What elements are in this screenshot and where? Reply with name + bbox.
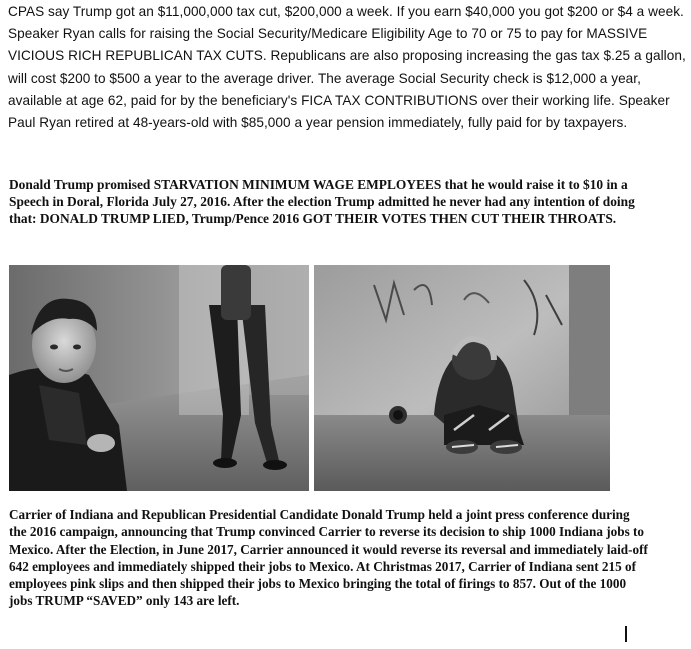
photo-young-man-sitting-on-street: [9, 265, 309, 491]
paragraph-carrier-jobs: Carrier of Indiana and Republican Presidential Candidate Donald Trump held a joint press conference during the 2016 campaign, announcing that Trump convinced Carrier to reverse its decision to ship 1000 Indiana jobs to Mexico. After the Election, in June 2017, Carrier announced it would reverse its reversal and immediately laid-off 642 employees and immediately shipped their jobs to Mexico. At Christmas 2017, Carrier of Indiana sent 215 of employees pink slips and then shipped their jobs to Mexico bringing the total of firings to 857. Out of the 1000 jobs TRUMP “SAVED” only 143 are left.: [9, 507, 648, 609]
photo-person-huddled-against-wall: [314, 265, 610, 491]
paragraph-minimum-wage: Donald Trump promised STARVATION MINIMUM WAGE EMPLOYEES that he would raise it to $10 in a Speech in Doral, Florida July 27, 2016. After the election Trump admitted he never had any intention of doing that: DONALD TRUMP LIED, Trump/Pence 2016 GOT THEIR VOTES THEN CUT THEIR THROATS.: [9, 177, 635, 227]
text-cursor: [625, 626, 627, 642]
paragraph-tax-cuts: CPAS say Trump got an $11,000,000 tax cut, $200,000 a week. If you earn $40,000 you got $200 or $4 a week. Speaker Ryan calls for raising the Social Security/Medicare Eligibility Age to 70 or 75 to pay for MASSIVE VICIOUS RICH REPUBLICAN TAX CUTS. Republicans are also proposing increasing the gas tax $.25 a gallon, will cost $200 to $500 a year to the average driver. The average Social Security check is $12,000 a year, available at age 62, paid for by the beneficiary's FICA TAX CONTRIBUTIONS over their working life. Speaker Paul Ryan retired at 48-years-old with $85,000 a year pension immediately, fully paid for by taxpayers.: [8, 4, 686, 131]
